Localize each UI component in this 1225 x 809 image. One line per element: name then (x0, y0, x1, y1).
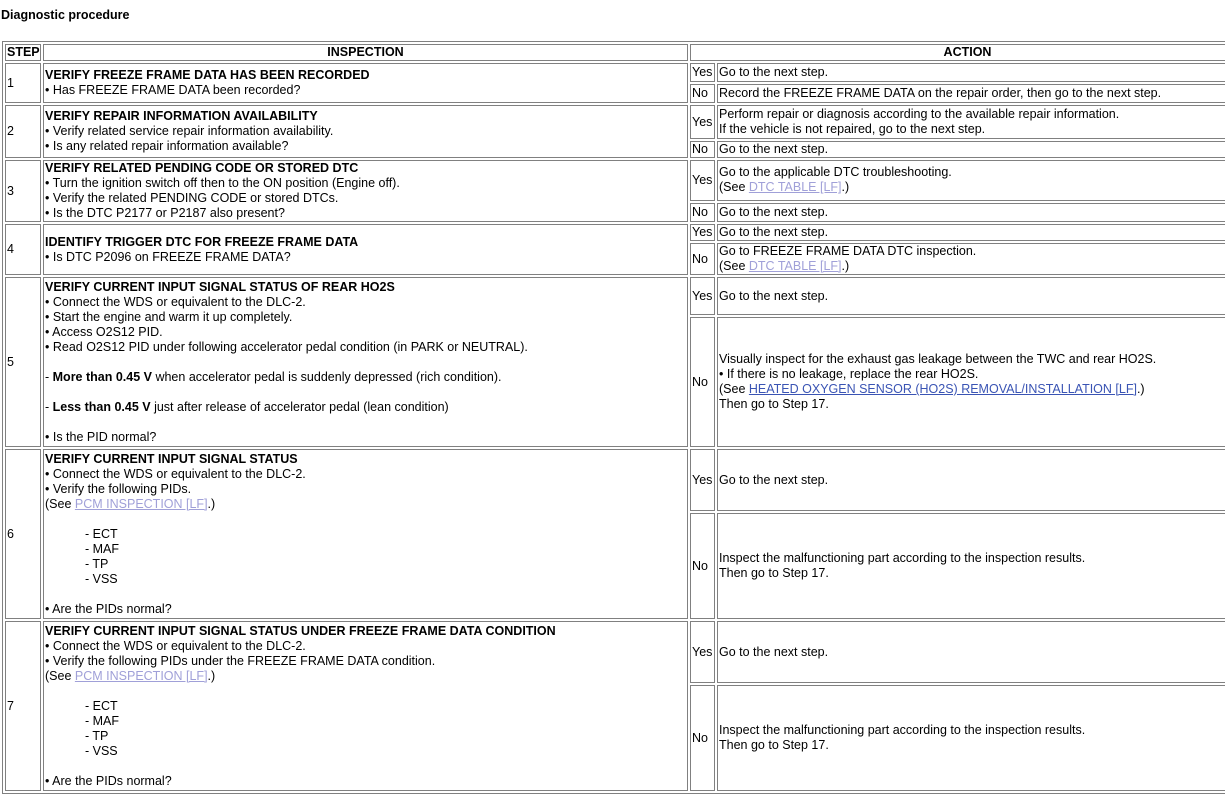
yes-label: Yes (690, 224, 715, 241)
yes-action: Go to the next step. (717, 224, 1225, 241)
pid-item: - MAF (85, 541, 120, 556)
no-label: No (690, 203, 715, 222)
action-line: Then go to Step 17. (719, 566, 829, 580)
step-title: VERIFY CURRENT INPUT SIGNAL STATUS UNDER FREEZE FRAME DATA CONDITION (45, 623, 556, 638)
ho2s-removal-link[interactable]: HEATED OXYGEN SENSOR (HO2S) REMOVAL/INSTALLATION [LF] (748, 382, 1137, 396)
inspection-line: • Turn the ignition switch off then to the ON position (Engine off). (45, 176, 400, 190)
step-inspection (43, 277, 688, 447)
diagnostic-table (2, 41, 1225, 794)
step-number: 6 (5, 449, 41, 619)
see-reference: (See PCM INSPECTION [LF].) (45, 668, 216, 683)
inspection-question: • Are the PIDs normal? (45, 601, 172, 616)
see-reference: (See DTC TABLE [LF].) (719, 259, 850, 273)
yes-action (717, 105, 1225, 139)
pid-item: - TP (85, 556, 109, 571)
step-title: VERIFY FREEZE FRAME DATA HAS BEEN RECORDED (45, 68, 370, 82)
inspection-line: • Connect the WDS or equivalent to the DLC-2. (45, 638, 306, 653)
step-number: 2 (5, 105, 41, 158)
no-action (717, 317, 1225, 447)
header-inspection: INSPECTION (43, 44, 688, 61)
step-6-yes-row (5, 449, 1225, 511)
step-number: 4 (5, 224, 41, 275)
step-number: 1 (5, 63, 41, 103)
see-reference: (See PCM INSPECTION [LF].) (45, 496, 216, 511)
header-action: ACTION (690, 44, 1225, 61)
inspection-line: • Connect the WDS or equivalent to the DLC-2. (45, 466, 306, 481)
step-inspection (43, 449, 688, 619)
action-line: Inspect the malfunctioning part according to the inspection results. (719, 551, 1086, 565)
step-inspection (43, 224, 688, 275)
yes-label: Yes (690, 277, 715, 315)
no-action: Go to the next step. (717, 141, 1225, 158)
yes-action: Go to the next step. (717, 449, 1225, 511)
see-reference: (See DTC TABLE [LF].) (719, 180, 850, 195)
pid-item: - VSS (85, 571, 118, 586)
action-line: Then go to Step 17. (719, 397, 829, 411)
step-title: IDENTIFY TRIGGER DTC FOR FREEZE FRAME DATA (45, 234, 359, 249)
yes-label: Yes (690, 105, 715, 139)
pid-item: - MAF (85, 713, 120, 728)
pid-item: - VSS (85, 743, 118, 758)
header-row (5, 44, 1225, 61)
see-reference: (See HEATED OXYGEN SENSOR (HO2S) REMOVAL/INSTALLATION [LF].) (719, 382, 1145, 396)
action-line: Go to the applicable DTC troubleshooting. (719, 165, 952, 180)
dtc-table-link[interactable]: DTC TABLE [LF] (748, 259, 842, 273)
pid-item: - TP (85, 728, 109, 743)
step-number: 5 (5, 277, 41, 447)
action-line: Inspect the malfunctioning part according to the inspection results. (719, 723, 1086, 737)
yes-action (717, 160, 1225, 201)
step-inspection (43, 63, 688, 103)
no-label: No (690, 141, 715, 158)
action-line: Go to FREEZE FRAME DATA DTC inspection. (719, 244, 977, 258)
inspection-line: • Access O2S12 PID. (45, 324, 163, 339)
yes-action: Go to the next step. (717, 277, 1225, 315)
inspection-line: • Connect the WDS or equivalent to the DLC-2. (45, 294, 306, 309)
header-step: STEP (7, 45, 40, 59)
yes-action: Go to the next step. (717, 63, 1225, 82)
action-line: If the vehicle is not repaired, go to the next step. (719, 122, 986, 136)
pid-item: - ECT (85, 698, 118, 713)
step-title: VERIFY CURRENT INPUT SIGNAL STATUS OF REAR HO2S (45, 279, 395, 294)
step-number: 3 (5, 160, 41, 222)
inspection-line: • Verify related service repair information availability. (45, 124, 334, 138)
inspection-question: • Is the PID normal? (45, 429, 157, 444)
inspection-line: • Read O2S12 PID under following accelerator pedal condition (in PARK or NEUTRAL). (45, 339, 528, 354)
no-action (717, 685, 1225, 791)
pcm-inspection-link[interactable]: PCM INSPECTION [LF] (74, 496, 208, 511)
pcm-inspection-link[interactable]: PCM INSPECTION [LF] (74, 668, 208, 683)
action-line: Then go to Step 17. (719, 738, 829, 752)
pid-item: - ECT (85, 526, 118, 541)
action-line: • If there is no leakage, replace the rear HO2S. (719, 367, 979, 381)
no-label: No (690, 685, 715, 791)
inspection-line: • Verify the following PIDs. (45, 481, 192, 496)
dtc-table-link[interactable]: DTC TABLE [LF] (748, 180, 842, 195)
yes-action: Go to the next step. (717, 621, 1225, 683)
condition-rich: - More than 0.45 V when accelerator pedal is suddenly depressed (rich condition). (45, 369, 502, 384)
inspection-line: • Start the engine and warm it up completely. (45, 309, 293, 324)
inspection-line: • Verify the related PENDING CODE or stored DTCs. (45, 191, 339, 205)
yes-label: Yes (690, 160, 715, 201)
step-number: 7 (5, 621, 41, 791)
no-action: Go to the next step. (717, 203, 1225, 222)
step-1-yes-row (5, 63, 1225, 82)
no-label: No (690, 84, 715, 103)
yes-label: Yes (690, 63, 715, 82)
step-title: VERIFY REPAIR INFORMATION AVAILABILITY (45, 109, 318, 123)
no-action: Record the FREEZE FRAME DATA on the repair order, then go to the next step. (717, 84, 1225, 103)
inspection-line: • Is any related repair information available? (45, 139, 289, 153)
step-3-yes-row (5, 160, 1225, 201)
step-2-yes-row (5, 105, 1225, 139)
step-title: VERIFY CURRENT INPUT SIGNAL STATUS (45, 451, 298, 466)
no-action (717, 243, 1225, 275)
step-title: VERIFY RELATED PENDING CODE OR STORED DTC (45, 161, 359, 175)
inspection-line: • Verify the following PIDs under the FREEZE FRAME DATA condition. (45, 653, 436, 668)
page-title: Diagnostic procedure (1, 8, 130, 22)
inspection-line: • Has FREEZE FRAME DATA been recorded? (45, 83, 301, 97)
step-7-yes-row (5, 621, 1225, 683)
step-4-yes-row (5, 224, 1225, 241)
no-action (717, 513, 1225, 619)
step-inspection (43, 621, 688, 791)
yes-label: Yes (690, 449, 715, 511)
inspection-line: • Is DTC P2096 on FREEZE FRAME DATA? (45, 249, 291, 264)
condition-lean: - Less than 0.45 V just after release of accelerator pedal (lean condition) (45, 399, 449, 414)
yes-label: Yes (690, 621, 715, 683)
no-label: No (690, 513, 715, 619)
no-label: No (690, 243, 715, 275)
step-5-yes-row (5, 277, 1225, 315)
action-line: Visually inspect for the exhaust gas leakage between the TWC and rear HO2S. (719, 352, 1157, 366)
inspection-question: • Are the PIDs normal? (45, 773, 172, 788)
no-label: No (690, 317, 715, 447)
action-line: Perform repair or diagnosis according to the available repair information. (719, 107, 1120, 121)
step-inspection (43, 160, 688, 222)
step-inspection (43, 105, 688, 158)
inspection-line: • Is the DTC P2177 or P2187 also present? (45, 206, 285, 220)
